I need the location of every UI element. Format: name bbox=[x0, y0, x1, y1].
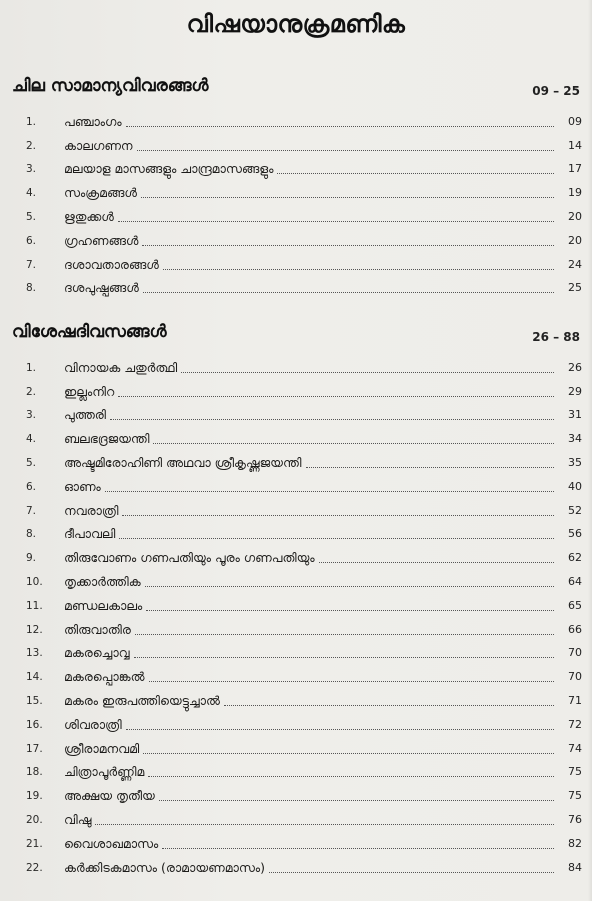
dot-leader bbox=[149, 681, 554, 682]
toc-entry-page-number: 74 bbox=[568, 741, 582, 755]
dot-leader bbox=[126, 729, 554, 730]
toc-entry-number: 4. bbox=[26, 433, 37, 446]
section-heading bbox=[12, 322, 584, 352]
toc-entry[interactable] bbox=[12, 852, 584, 876]
toc-entry[interactable] bbox=[12, 400, 584, 424]
toc-entry-title: വൈശാഖമാസം bbox=[64, 835, 159, 851]
toc-entry-title: ശിവരാത്രി bbox=[64, 716, 122, 732]
toc-entry-number: 3. bbox=[26, 163, 37, 176]
toc-entry-number: 8. bbox=[26, 282, 37, 295]
toc-entry-page-number: 75 bbox=[568, 789, 582, 803]
dot-leader bbox=[319, 562, 554, 563]
toc-entry[interactable] bbox=[12, 566, 584, 590]
toc-entry-page-number: 29 bbox=[568, 384, 582, 398]
dot-leader bbox=[159, 800, 554, 801]
toc-entry-page-number: 62 bbox=[568, 551, 582, 565]
toc-entry-page-number: 20 bbox=[568, 209, 582, 223]
toc-entry-page-number: 24 bbox=[568, 257, 582, 271]
toc-entry-title: തിരുവോണം ഗണപതിയും പൂരം ഗണപതിയും bbox=[64, 550, 315, 566]
toc-entry[interactable] bbox=[12, 471, 584, 495]
toc-entry-title: വിനായക ചതുർത്ഥി bbox=[64, 359, 178, 375]
section-heading bbox=[12, 76, 584, 106]
toc-entry-page-number: 20 bbox=[568, 233, 582, 247]
toc-entry-number: 9. bbox=[26, 552, 37, 565]
section-page-range: 09 – 25 bbox=[532, 84, 580, 98]
toc-entry-number: 1. bbox=[26, 361, 37, 374]
toc-entry-title: പുത്തരി bbox=[64, 407, 106, 423]
toc-entry-number: 1. bbox=[26, 115, 37, 128]
toc-entry[interactable] bbox=[12, 590, 584, 614]
toc-entry-page-number: 64 bbox=[568, 574, 582, 588]
toc-entry-title: അക്ഷയ തൃതീയ bbox=[64, 788, 155, 804]
toc-entry-title: കർക്കിടകമാസം (രാമായണമാസം) bbox=[64, 859, 266, 875]
toc-entry[interactable] bbox=[12, 106, 584, 130]
toc-entry-page-number: 70 bbox=[568, 646, 582, 660]
dot-leader bbox=[126, 126, 554, 127]
toc-entry-number: 4. bbox=[26, 187, 37, 200]
dot-leader bbox=[110, 419, 554, 420]
toc-entry-page-number: 19 bbox=[568, 186, 582, 200]
toc-entry[interactable] bbox=[12, 273, 584, 297]
toc-entry[interactable] bbox=[12, 447, 584, 471]
toc-entry-title: ബലഭദ്രജയന്തി bbox=[64, 431, 150, 447]
dot-leader bbox=[118, 396, 554, 397]
dot-leader bbox=[146, 610, 554, 611]
dot-leader bbox=[134, 657, 554, 658]
dot-leader bbox=[148, 776, 554, 777]
dot-leader bbox=[143, 753, 554, 754]
toc-entry-page-number: 66 bbox=[568, 622, 582, 636]
toc-entry[interactable] bbox=[12, 154, 584, 178]
toc-entry-page-number: 71 bbox=[568, 693, 582, 707]
toc-entry[interactable] bbox=[12, 709, 584, 733]
dot-leader bbox=[105, 491, 554, 492]
toc-entry-number: 18. bbox=[26, 766, 43, 779]
toc-entry-page-number: 70 bbox=[568, 670, 582, 684]
toc-entry-number: 12. bbox=[26, 623, 43, 636]
toc-entry-number: 21. bbox=[26, 837, 43, 850]
toc-entry[interactable] bbox=[12, 661, 584, 685]
toc-entry-page-number: 25 bbox=[568, 281, 582, 295]
dot-leader bbox=[119, 538, 554, 539]
toc-entry-page-number: 26 bbox=[568, 360, 582, 374]
toc-entry-title: അഷ്ടമിരോഹിണി അഥവാ ശ്രീകൃഷ്ണജയന്തി bbox=[64, 454, 302, 470]
dot-leader bbox=[269, 872, 554, 873]
toc-entry-page-number: 56 bbox=[568, 527, 582, 541]
toc-entry-title: മകരപ്പൊങ്കൽ bbox=[64, 669, 145, 685]
dot-leader bbox=[162, 848, 554, 849]
toc-entry-title: നവരാത്രി bbox=[64, 502, 119, 518]
toc-entry-page-number: 65 bbox=[568, 598, 582, 612]
toc-entry-list bbox=[12, 352, 584, 876]
toc-entry[interactable] bbox=[12, 130, 584, 154]
dot-leader bbox=[141, 197, 554, 198]
toc-entry-number: 6. bbox=[26, 480, 37, 493]
dot-leader bbox=[135, 634, 554, 635]
toc-entry-list bbox=[12, 106, 584, 296]
section-page-range: 26 – 88 bbox=[532, 330, 580, 344]
toc-entry-page-number: 31 bbox=[568, 408, 582, 422]
toc-entry-title: ഗ്രഹണങ്ങൾ bbox=[64, 232, 139, 248]
dot-leader bbox=[277, 173, 554, 174]
toc-entry[interactable] bbox=[12, 638, 584, 662]
toc-entry-number: 11. bbox=[26, 599, 43, 612]
toc-entry-number: 2. bbox=[26, 139, 37, 152]
toc-entry-number: 13. bbox=[26, 647, 43, 660]
toc-entry-page-number: 09 bbox=[568, 114, 582, 128]
toc-entry[interactable] bbox=[12, 423, 584, 447]
toc-entry[interactable] bbox=[12, 249, 584, 273]
section-special-days bbox=[12, 322, 584, 876]
toc-entry-title: തൃക്കാർത്തിക bbox=[64, 573, 141, 589]
toc-entry-page-number: 14 bbox=[568, 138, 582, 152]
page-title: വിഷയാനുക്രമണിക bbox=[186, 10, 406, 38]
toc-entry[interactable] bbox=[12, 757, 584, 781]
toc-entry-title: ഓണം bbox=[64, 478, 101, 494]
toc-entry-number: 8. bbox=[26, 528, 37, 541]
toc-entry[interactable] bbox=[12, 542, 584, 566]
toc-entry[interactable] bbox=[12, 225, 584, 249]
toc-entry-title: ഋതുക്കൾ bbox=[64, 208, 114, 224]
toc-entry-number: 22. bbox=[26, 861, 43, 874]
section-title: വിശേഷദിവസങ്ങൾ bbox=[12, 322, 167, 342]
toc-entry-title: മകരം ഇരുപത്തിയെട്ടുച്ചാൽ bbox=[64, 692, 220, 708]
section-title: ചില സാമാന്യവിവരങ്ങൾ bbox=[12, 76, 209, 96]
dot-leader bbox=[163, 269, 554, 270]
toc-entry-page-number: 52 bbox=[568, 503, 582, 517]
toc-entry-title: ചിത്രാപൂർണ്ണിമ bbox=[64, 764, 145, 780]
toc-entry-number: 6. bbox=[26, 234, 37, 247]
toc-entry-number: 7. bbox=[26, 504, 37, 517]
dot-leader bbox=[153, 443, 554, 444]
toc-entry-page-number: 84 bbox=[568, 860, 582, 874]
section-general-info bbox=[12, 76, 584, 296]
toc-entry[interactable] bbox=[12, 614, 584, 638]
toc-entry-number: 19. bbox=[26, 790, 43, 803]
dot-leader bbox=[143, 292, 554, 293]
toc-entry[interactable] bbox=[12, 519, 584, 543]
toc-entry-number: 10. bbox=[26, 575, 43, 588]
toc-entry-number: 16. bbox=[26, 718, 43, 731]
toc-entry-page-number: 75 bbox=[568, 765, 582, 779]
toc-entry-number: 20. bbox=[26, 813, 43, 826]
dot-leader bbox=[142, 245, 554, 246]
dot-leader bbox=[224, 705, 554, 706]
dot-leader bbox=[181, 372, 554, 373]
toc-entry-title: മലയാള മാസങ്ങളും ചാന്ദ്രമാസങ്ങളും bbox=[64, 161, 274, 177]
toc-entry-title: കാലഗണന bbox=[64, 137, 133, 153]
dot-leader bbox=[306, 467, 555, 468]
toc-entry-page-number: 17 bbox=[568, 162, 582, 176]
toc-entry-number: 5. bbox=[26, 456, 37, 469]
toc-entry-page-number: 76 bbox=[568, 812, 582, 826]
toc-entry-title: സംക്രമങ്ങൾ bbox=[64, 185, 137, 201]
toc-entry-title: ശ്രീരാമനവമി bbox=[64, 740, 140, 756]
toc-entry-title: ദീപാവലി bbox=[64, 526, 116, 542]
toc-entry[interactable] bbox=[12, 495, 584, 519]
dot-leader bbox=[122, 515, 554, 516]
toc-entry[interactable] bbox=[12, 780, 584, 804]
toc-entry[interactable] bbox=[12, 201, 584, 225]
toc-entry-title: പഞ്ചാംഗം bbox=[64, 113, 122, 129]
toc-entry-page-number: 40 bbox=[568, 479, 582, 493]
toc-entry[interactable] bbox=[12, 352, 584, 376]
toc-entry[interactable] bbox=[12, 376, 584, 400]
toc-entry-title: തിരുവാതിര bbox=[64, 621, 131, 637]
toc-entry-title: വിഷു bbox=[64, 811, 92, 827]
toc-entry[interactable] bbox=[12, 804, 584, 828]
toc-entry[interactable] bbox=[12, 685, 584, 709]
toc-entry-number: 2. bbox=[26, 385, 37, 398]
dot-leader bbox=[95, 824, 554, 825]
toc-entry-title: ദശാവതാരങ്ങൾ bbox=[64, 256, 159, 272]
toc-entry-page-number: 82 bbox=[568, 836, 582, 850]
toc-entry-number: 7. bbox=[26, 258, 37, 271]
dot-leader bbox=[137, 150, 555, 151]
toc-entry-title: ദശപുഷ്പങ്ങൾ bbox=[64, 280, 139, 296]
toc-entry-number: 5. bbox=[26, 210, 37, 223]
toc-entry-title: മണ്ഡലകാലം bbox=[64, 597, 143, 613]
toc-entry[interactable] bbox=[12, 177, 584, 201]
dot-leader bbox=[118, 221, 554, 222]
toc-entry-number: 14. bbox=[26, 671, 43, 684]
toc-entry-page-number: 35 bbox=[568, 455, 582, 469]
toc-entry-page-number: 72 bbox=[568, 717, 582, 731]
toc-entry-title: മകരച്ചൊവ്വ bbox=[64, 645, 130, 661]
toc-entry-page-number: 34 bbox=[568, 432, 582, 446]
toc-entry[interactable] bbox=[12, 733, 584, 757]
dot-leader bbox=[145, 586, 554, 587]
toc-entry[interactable] bbox=[12, 828, 584, 852]
toc-entry-number: 3. bbox=[26, 409, 37, 422]
toc-entry-title: ഇല്ലംനിറ bbox=[64, 383, 115, 399]
page-edge-shadow bbox=[588, 0, 592, 901]
toc-entry-number: 17. bbox=[26, 742, 43, 755]
toc-entry-number: 15. bbox=[26, 694, 43, 707]
